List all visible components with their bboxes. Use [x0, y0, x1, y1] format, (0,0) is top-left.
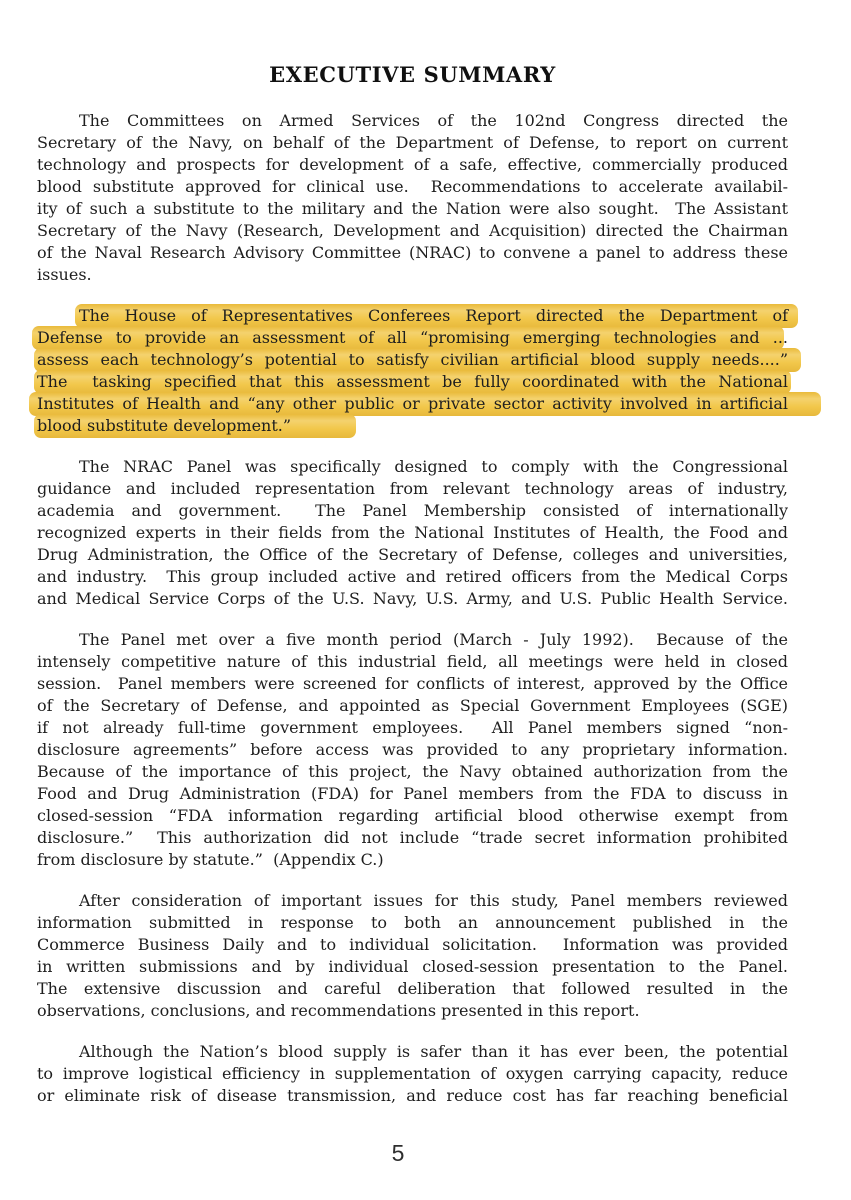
- text-line: Although the Nation’s blood supply is safer than it has ever been, the potential: [79, 1042, 788, 1061]
- text-line: The extensive discussion and careful deliberation that followed resulted in the: [37, 979, 788, 998]
- document-content: [37, 62, 788, 1107]
- paragraph-house-conferees-report: [37, 305, 788, 437]
- page-number: 5: [391, 1140, 405, 1166]
- highlighted-text-line: Defense to provide an assessment of all “promising emerging technologies and ...: [37, 328, 788, 347]
- text-line: The Committees on Armed Services of the 102nd Congress directed the: [79, 111, 788, 130]
- text-line: The Panel met over a five month period (March - July 1992). Because of the: [79, 630, 788, 649]
- text-line: information submitted in response to both an announcement published in the: [37, 913, 788, 932]
- text-line: recognized experts in their fields from the National Institutes of Health, the Food and: [37, 523, 788, 542]
- text-line: Commerce Business Daily and to individual solicitation. Information was provided: [37, 935, 788, 954]
- document-body: [37, 110, 788, 1107]
- text-line: issues.: [37, 265, 92, 284]
- text-line: of the Secretary of Defense, and appointed as Special Government Employees (SGE): [37, 696, 788, 715]
- text-line: in written submissions and by individual closed-session presentation to the Panel.: [37, 957, 788, 976]
- text-line: from disclosure by statute.” (Appendix C.): [37, 850, 384, 869]
- highlighted-text-line: The House of Representatives Conferees Report directed the Department of: [37, 305, 788, 327]
- paragraph-blood-supply-outlook: [37, 1041, 788, 1107]
- text-line: Food and Drug Administration (FDA) for Panel members from the FDA to discuss in: [37, 784, 788, 803]
- paragraph-congress-tasking: [37, 110, 788, 286]
- highlighted-text-line: The tasking specified that this assessment be fully coordinated with the National: [37, 372, 788, 391]
- text-line: session. Panel members were screened for conflicts of interest, approved by the Office: [37, 674, 788, 693]
- text-line: The NRAC Panel was specifically designed to comply with the Congressional: [79, 457, 788, 476]
- highlighted-text-line: blood substitute development.”: [37, 415, 788, 437]
- paragraph-information-review: [37, 890, 788, 1022]
- text-line: Because of the importance of this project, the Navy obtained authorization from the: [37, 762, 788, 781]
- highlighted-text-line: assess each technology’s potential to satisfy civilian artificial blood supply needs....”: [37, 350, 788, 369]
- text-line: observations, conclusions, and recommendations presented in this report.: [37, 1001, 640, 1020]
- paragraph-nrac-panel-composition: [37, 456, 788, 610]
- text-line: closed-session “FDA information regarding artificial blood otherwise exempt from: [37, 806, 788, 825]
- text-line: disclosure agreements” before access was provided to any proprietary information.: [37, 740, 788, 759]
- text-line: to improve logistical efficiency in supplementation of oxygen carrying capacity, reduce: [37, 1064, 788, 1083]
- text-line: blood substitute approved for clinical use. Recommendations to accelerate availabil-: [37, 177, 788, 196]
- text-line: or eliminate risk of disease transmission, and reduce cost has far reaching beneficial: [37, 1086, 788, 1105]
- page-title: EXECUTIVE SUMMARY: [269, 62, 556, 87]
- paragraph-panel-meetings-process: [37, 629, 788, 871]
- text-line: academia and government. The Panel Membership consisted of internationally: [37, 501, 788, 520]
- text-line: intensely competitive nature of this industrial field, all meetings were held in closed: [37, 652, 788, 671]
- text-line: guidance and included representation from relevant technology areas of industry,: [37, 479, 788, 498]
- text-line: disclosure.” This authorization did not include “trade secret information prohibited: [37, 828, 788, 847]
- text-line: Secretary of the Navy, on behalf of the Department of Defense, to report on current: [37, 133, 788, 152]
- highlighted-text-line: Institutes of Health and “any other public or private sector activity involved in artificial: [37, 394, 788, 413]
- text-line: and Medical Service Corps of the U.S. Navy, U.S. Army, and U.S. Public Health Service.: [37, 589, 788, 608]
- text-line: and industry. This group included active and retired officers from the Medical Corps: [37, 567, 788, 586]
- text-line: of the Naval Research Advisory Committee (NRAC) to convene a panel to address these: [37, 243, 788, 262]
- text-line: Drug Administration, the Office of the Secretary of Defense, colleges and universities,: [37, 545, 788, 564]
- text-line: if not already full-time government employees. All Panel members signed “non-: [37, 718, 788, 737]
- text-line: technology and prospects for development of a safe, effective, commercially produced: [37, 155, 788, 174]
- text-line: Secretary of the Navy (Research, Development and Acquisition) directed the Chairman: [37, 221, 788, 240]
- text-line: After consideration of important issues for this study, Panel members reviewed: [79, 891, 788, 910]
- text-line: ity of such a substitute to the military and the Nation were also sought. The Assistant: [37, 199, 788, 218]
